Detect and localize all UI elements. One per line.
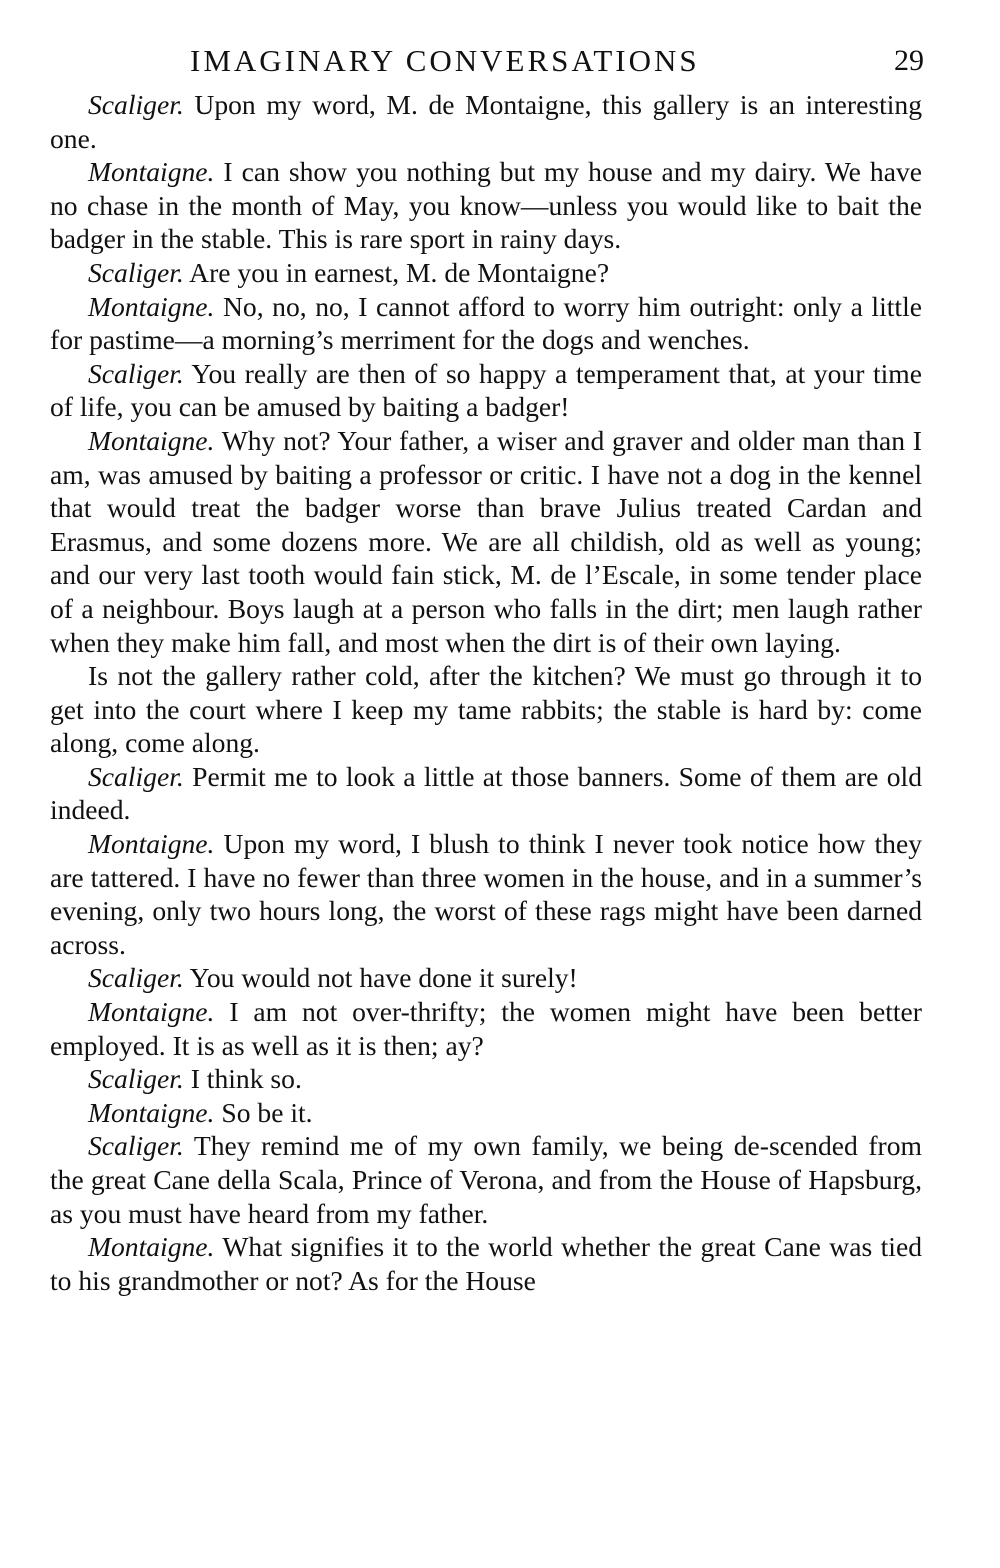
- speech-text: Are you in earnest, M. de Montaigne?: [183, 256, 610, 288]
- speech-text: Why not? Your father, a wiser and graver and older man than I am, was amused by baiting a professor or critic. I have not a dog in the kennel that would treat the badger worse than brave Julius treated Cardan and Erasmus, and some dozens more. We are all childish, old as well as young; and our very last tooth would fain stick, M. de l’Escale, in some tender place of a neighbour. Boys laugh at a person who falls in the dirt; men laugh rather when they make him fall, and most when the dirt is of their own laying.: [50, 424, 922, 658]
- speaker-name: Scaliger.: [88, 760, 184, 792]
- body-text: [50, 88, 922, 1297]
- speech-text: I can show you nothing but my house and my dairy. We have no chase in the month of May, you know—unless you would like to bait the badger in the stable. This is rare sport in rainy days.: [50, 156, 922, 255]
- paragraph: [50, 1062, 922, 1096]
- paragraph: [50, 1129, 922, 1230]
- paragraph: [50, 760, 922, 827]
- speech-text: I am not over-thrifty; the women might have been better employed. It is as well as it is then; ay?: [50, 996, 922, 1061]
- speaker-name: Scaliger.: [88, 256, 184, 288]
- speech-text: Is not the gallery rather cold, after the kitchen? We must go through it to get into the court where I keep my tame rabbits; the stable is hard by: come along, come along.: [50, 660, 922, 759]
- paragraph: [50, 827, 922, 961]
- speaker-name: Scaliger.: [88, 1063, 184, 1095]
- paragraph: [50, 1096, 922, 1130]
- speech-text: No, no, no, I cannot afford to worry him outright: only a little for pastime—a morning’s merriment for the dogs and wenches.: [50, 290, 922, 356]
- running-title: IMAGINARY CONVERSATIONS: [190, 43, 700, 78]
- speaker-name: Montaigne.: [88, 828, 215, 860]
- book-page: [50, 34, 922, 1297]
- speech-text: You really are then of so happy a temperament that, at your time of life, you can be amused by baiting a badger!: [50, 357, 922, 423]
- speaker-name: Scaliger.: [88, 357, 184, 389]
- paragraph: [50, 1230, 922, 1297]
- paragraph: [50, 290, 922, 357]
- page-number: 29: [894, 44, 924, 77]
- speaker-name: Scaliger.: [88, 1130, 184, 1162]
- speaker-name: Montaigne.: [88, 1231, 215, 1263]
- speech-text: You would not have done it surely!: [183, 962, 578, 994]
- paragraph: [50, 659, 922, 760]
- paragraph: [50, 256, 922, 290]
- speech-text: Permit me to look a little at those banners. Some of them are old indeed.: [50, 760, 922, 826]
- speech-text: Upon my word, I blush to think I never took notice how they are tattered. I have no fewer than three women in the house, and in a summer’s evening, only two hours long, the worst of these rags might have been darned across.: [50, 828, 922, 960]
- paragraph: [50, 424, 922, 659]
- paragraph: [50, 155, 922, 256]
- paragraph: [50, 357, 922, 424]
- paragraph: [50, 88, 922, 155]
- speaker-name: Montaigne.: [88, 156, 215, 188]
- speaker-name: Montaigne.: [88, 996, 215, 1028]
- speaker-name: Scaliger.: [88, 962, 184, 994]
- speech-text: Upon my word, M. de Montaigne, this gallery is an interesting one.: [50, 89, 922, 154]
- speech-text: What signifies it to the world whether the great Cane was tied to his grandmother or not? As for the House: [50, 1231, 922, 1296]
- speaker-name: Montaigne.: [88, 424, 215, 456]
- speech-text: They remind me of my own family, we being de-scended from the great Cane della Scala, Prince of Verona, and from the House of Hapsburg, as you must have heard from my father.: [50, 1130, 922, 1229]
- speech-text: So be it.: [214, 1096, 313, 1128]
- running-head: [50, 34, 922, 88]
- speaker-name: Montaigne.: [88, 290, 215, 322]
- paragraph: [50, 961, 922, 995]
- speech-text: I think so.: [183, 1063, 302, 1095]
- speaker-name: Scaliger.: [88, 89, 184, 120]
- paragraph: [50, 995, 922, 1062]
- speaker-name: Montaigne.: [88, 1096, 215, 1128]
